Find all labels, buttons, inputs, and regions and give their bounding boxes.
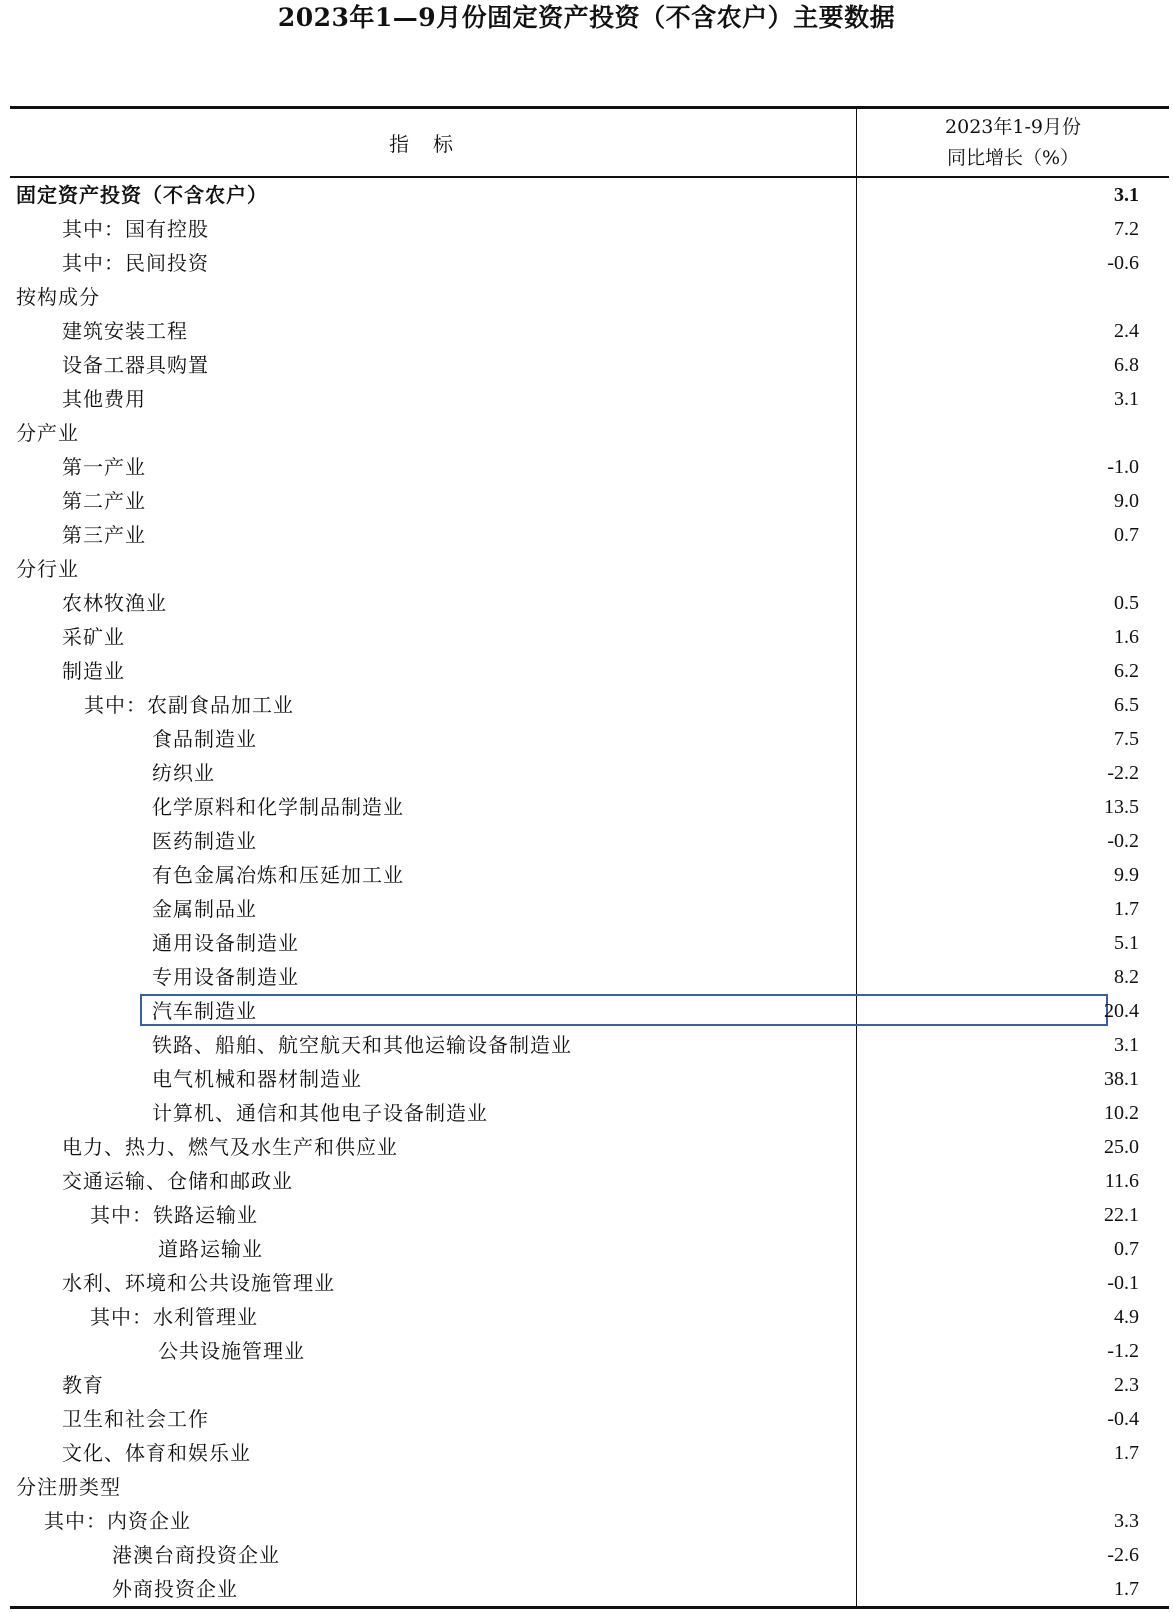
table-row [10,1130,1169,1164]
header-indicator: 指标 [389,132,477,156]
row-label: 化学原料和化学制品制造业 [152,795,404,819]
row-value: -0.1 [1107,1272,1139,1294]
table-row [10,926,1169,960]
table-row [10,1164,1169,1198]
table-row [10,280,1169,314]
row-value: 0.7 [1114,1238,1139,1260]
row-value: 3.1 [1114,1034,1139,1056]
row-label: 金属制品业 [152,897,257,921]
row-value: 7.2 [1114,218,1139,240]
row-value: -1.0 [1107,456,1139,478]
row-value: 25.0 [1104,1136,1139,1158]
row-value: 1.6 [1114,626,1139,648]
row-label: 其中：水利管理业 [90,1305,258,1329]
table-row [10,1368,1169,1402]
row-value: 9.9 [1114,864,1139,886]
table-row [10,858,1169,892]
row-label: 第三产业 [62,523,146,547]
row-label: 其中：农副食品加工业 [84,693,294,717]
row-label: 其中：国有控股 [62,217,209,241]
table-row [10,314,1169,348]
row-label: 分行业 [16,557,79,581]
table-row [10,1470,1169,1504]
table-row [10,518,1169,552]
header-period-line2: 同比增长（%） [946,146,1080,169]
row-label: 铁路、船舶、航空航天和其他运输设备制造业 [152,1033,572,1057]
table-row [10,586,1169,620]
row-label: 交通运输、仓储和邮政业 [62,1169,293,1193]
row-label: 其中：内资企业 [44,1509,191,1533]
table-row [10,1436,1169,1470]
table-body [10,178,1169,1606]
table-row [10,722,1169,756]
row-value: -0.2 [1107,830,1139,852]
row-label: 电气机械和器材制造业 [152,1067,362,1091]
row-value: 3.1 [1114,388,1139,410]
table-row [10,1334,1169,1368]
row-value: 6.8 [1114,354,1139,376]
row-label: 农林牧渔业 [62,591,167,615]
row-label: 文化、体育和娱乐业 [62,1441,251,1465]
row-label: 制造业 [62,659,125,683]
row-value: 1.7 [1114,1442,1139,1464]
highlight-box [140,994,1108,1026]
row-label: 医药制造业 [152,829,257,853]
row-value: 8.2 [1114,966,1139,988]
row-label: 第二产业 [62,489,146,513]
table-bottom-rule [10,1606,1169,1609]
table-row [10,960,1169,994]
table-row [10,1028,1169,1062]
table-row [10,552,1169,586]
row-value: 22.1 [1104,1204,1139,1226]
table-row [10,382,1169,416]
row-label: 公共设施管理业 [158,1339,305,1363]
row-label: 有色金属冶炼和压延加工业 [152,863,404,887]
row-label: 卫生和社会工作 [62,1407,209,1431]
row-value: 10.2 [1104,1102,1139,1124]
row-value: 13.5 [1104,796,1139,818]
row-label: 外商投资企业 [112,1577,238,1601]
table-row [10,1096,1169,1130]
table-row [10,450,1169,484]
row-label: 分注册类型 [16,1475,121,1499]
row-label: 第一产业 [62,455,146,479]
row-label: 食品制造业 [152,727,257,751]
row-value: 4.9 [1114,1306,1139,1328]
row-value: 0.5 [1114,592,1139,614]
header-period [857,109,1169,176]
row-value: 3.3 [1114,1510,1139,1532]
row-label: 水利、环境和公共设施管理业 [62,1271,335,1295]
table-row [10,1266,1169,1300]
table-row [10,1198,1169,1232]
row-label: 其他费用 [62,387,146,411]
row-value: -1.2 [1107,1340,1139,1362]
row-label: 建筑安装工程 [62,319,188,343]
row-value: 6.5 [1114,694,1139,716]
table-row [10,212,1169,246]
row-value: 1.7 [1114,898,1139,920]
row-label: 按构成分 [16,285,100,309]
table-row [10,246,1169,280]
row-value: 11.6 [1104,1170,1139,1192]
row-label: 电力、热力、燃气及水生产和供应业 [62,1135,398,1159]
row-label: 分产业 [16,421,79,445]
row-value: 38.1 [1104,1068,1139,1090]
row-value: 7.5 [1114,728,1139,750]
row-label: 采矿业 [62,625,125,649]
row-label: 汽车制造业 [152,999,257,1023]
row-value: -2.2 [1107,762,1139,784]
row-value: -0.4 [1107,1408,1139,1430]
row-value: 3.1 [1114,184,1139,206]
table-row [10,1062,1169,1096]
table-row [10,824,1169,858]
row-value: 2.4 [1114,320,1139,342]
row-label: 其中：民间投资 [62,251,209,275]
table-row [10,1300,1169,1334]
table-row [10,756,1169,790]
table-row [10,790,1169,824]
row-value: 9.0 [1114,490,1139,512]
row-label: 教育 [62,1373,104,1397]
row-value: 1.7 [1114,1578,1139,1600]
table-row [10,892,1169,926]
table-row [10,688,1169,722]
table-row [10,178,1169,212]
table-row [10,484,1169,518]
table-row [10,654,1169,688]
table-row [10,1232,1169,1266]
table-row [10,1538,1169,1572]
row-label: 固定资产投资（不含农户） [16,183,268,207]
table-row [10,1504,1169,1538]
table-row [10,620,1169,654]
row-value: 6.2 [1114,660,1139,682]
row-label: 道路运输业 [158,1237,263,1261]
row-value: 0.7 [1114,524,1139,546]
page-title: 2023年1—9月份固定资产投资（不含农户）主要数据 [277,3,896,32]
table-row [10,348,1169,382]
table-row [10,1572,1169,1606]
row-label: 港澳台商投资企业 [112,1543,280,1567]
row-label: 专用设备制造业 [152,965,299,989]
row-value: -2.6 [1107,1544,1139,1566]
row-label: 通用设备制造业 [152,931,299,955]
row-value: 2.3 [1114,1374,1139,1396]
table-row-highlighted [10,994,1169,1028]
row-label: 计算机、通信和其他电子设备制造业 [152,1101,488,1125]
row-value: 20.4 [1104,1000,1139,1022]
row-label: 其中：铁路运输业 [90,1203,258,1227]
row-label: 纺织业 [152,761,215,785]
row-label: 设备工器具购置 [62,353,209,377]
header-period-line1: 2023年1-9月份 [945,115,1081,138]
row-value: 5.1 [1114,932,1139,954]
table-row [10,416,1169,450]
table-row [10,1402,1169,1436]
row-value: -0.6 [1107,252,1139,274]
